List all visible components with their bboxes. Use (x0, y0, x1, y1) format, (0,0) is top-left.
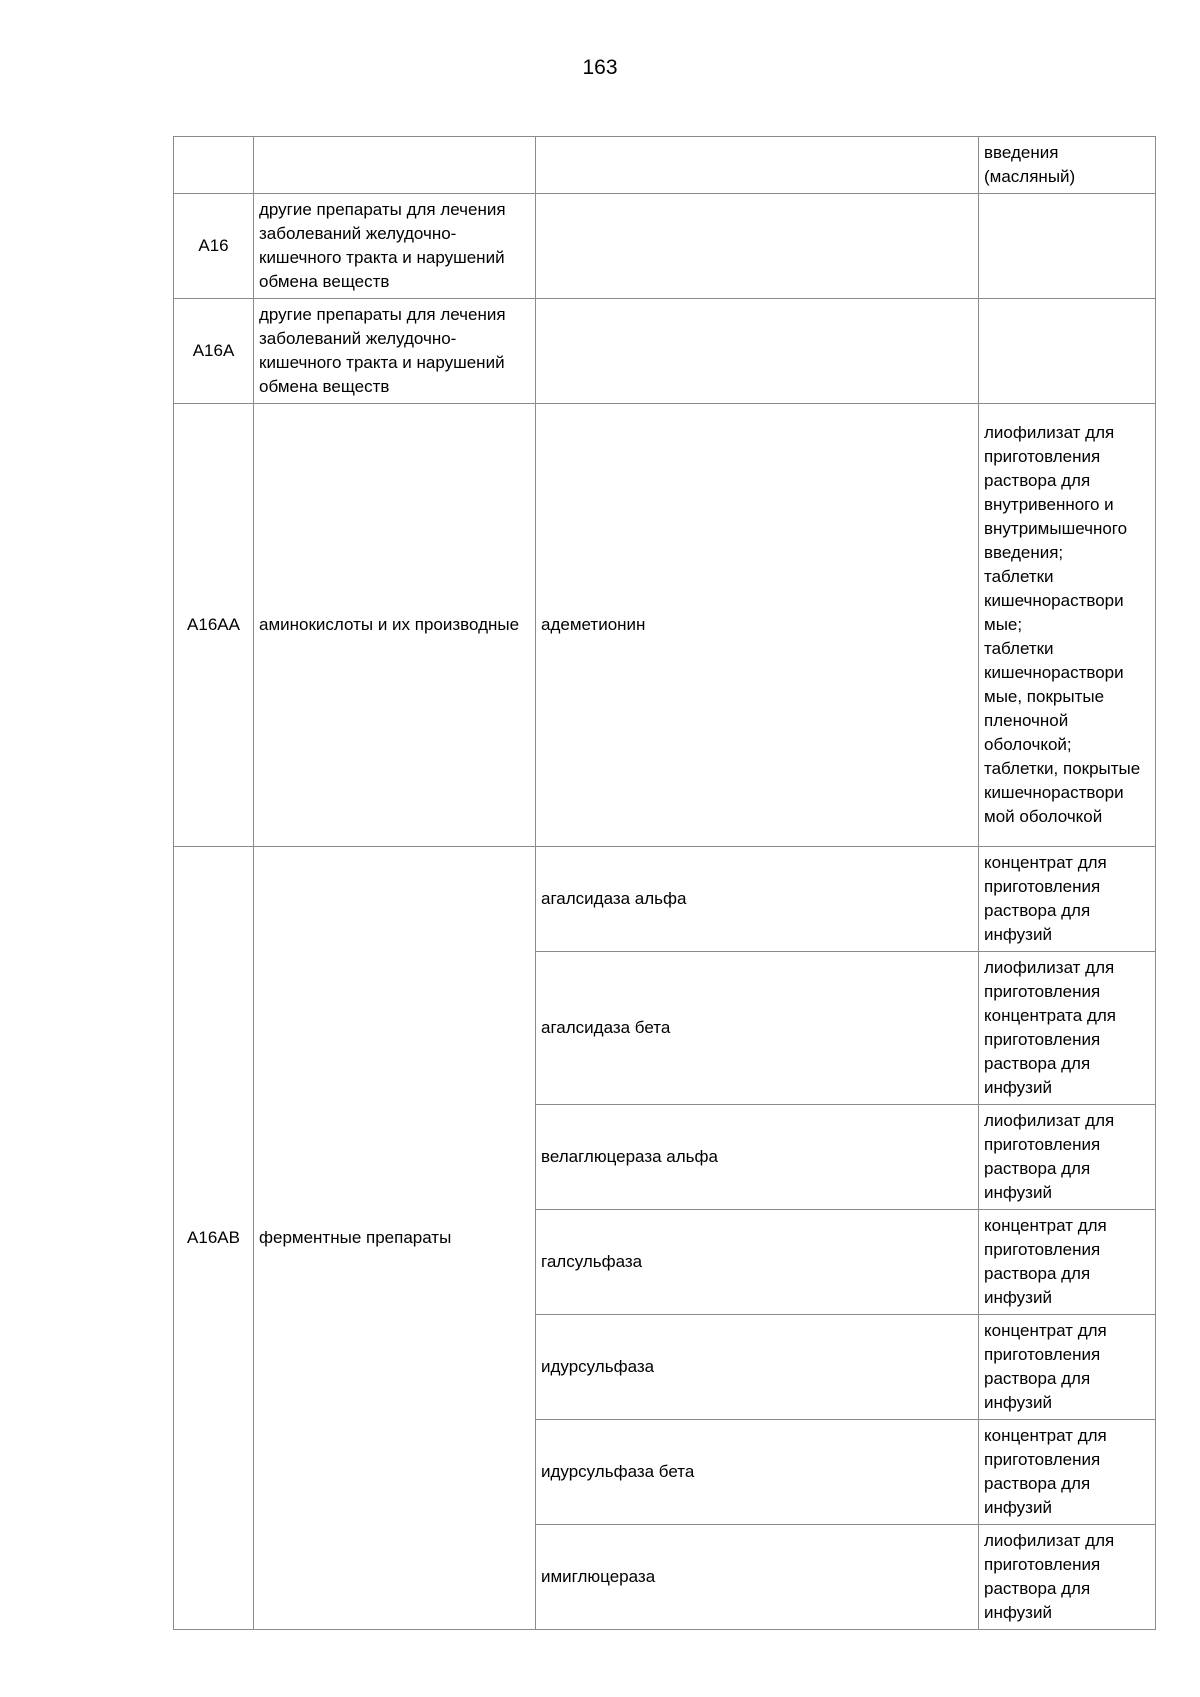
atc-code-cell: A16 (174, 194, 254, 299)
dosage-form-text: введения (масляный) (984, 143, 1076, 186)
dosage-form-cell: концентрат для приготовления раствора для инфузий (979, 847, 1156, 952)
table-row (174, 194, 1156, 299)
dosage-form-cell (979, 194, 1156, 299)
dosage-form-text: лиофилизат для приготовления раствора для внутривенного и внутримышечного введения; таблетки кишечнораствори мые; таблетки кишечнораствори мые, покрытые пленочной оболочкой; таблетки, покрытые кишечнораствори мой оболочкой (984, 423, 1141, 826)
drug-name-cell (536, 194, 979, 299)
group-name-cell: другие препараты для лечения заболеваний желудочно-кишечного тракта и нарушений обмена веществ (254, 194, 536, 299)
drug-name-cell: идурсульфаза бета (536, 1420, 979, 1525)
table-row (174, 404, 1156, 847)
dosage-form-cell (979, 137, 1156, 194)
group-name-cell (254, 137, 536, 194)
group-name-cell: ферментные препараты (254, 847, 536, 1630)
table-row (174, 299, 1156, 404)
drug-name-cell: адеметионин (536, 404, 979, 847)
dosage-form-cell: лиофилизат для приготовления концентрата для приготовления раствора для инфузий (979, 952, 1156, 1105)
drug-name-cell: галсульфаза (536, 1210, 979, 1315)
dosage-form-cell: лиофилизат для приготовления раствора для инфузий (979, 1105, 1156, 1210)
dosage-form-cell: лиофилизат для приготовления раствора для инфузий (979, 1525, 1156, 1630)
group-name-cell: аминокислоты и их производные (254, 404, 536, 847)
atc-code-cell (174, 137, 254, 194)
page-number: 163 (582, 56, 618, 79)
dosage-form-cell (979, 404, 1156, 847)
dosage-form-cell: концентрат для приготовления раствора для инфузий (979, 1210, 1156, 1315)
drug-name-cell: велаглюцераза альфа (536, 1105, 979, 1210)
drug-name-cell: имиглюцераза (536, 1525, 979, 1630)
table-row (174, 847, 1156, 952)
drug-name-cell: агалсидаза альфа (536, 847, 979, 952)
table-row (174, 137, 1156, 194)
group-name-cell: другие препараты для лечения заболеваний желудочно-кишечного тракта и нарушений обмена веществ (254, 299, 536, 404)
dosage-form-cell: концентрат для приготовления раствора для инфузий (979, 1315, 1156, 1420)
dosage-form-cell: концентрат для приготовления раствора для инфузий (979, 1420, 1156, 1525)
dosage-form-cell (979, 299, 1156, 404)
drug-table (173, 136, 1156, 1630)
drug-name-cell (536, 299, 979, 404)
drug-name-cell: агалсидаза бета (536, 952, 979, 1105)
drug-name-cell (536, 137, 979, 194)
atc-code-cell: A16AB (174, 847, 254, 1630)
atc-code-cell: A16AA (174, 404, 254, 847)
drug-name-cell: идурсульфаза (536, 1315, 979, 1420)
atc-code-cell: A16A (174, 299, 254, 404)
